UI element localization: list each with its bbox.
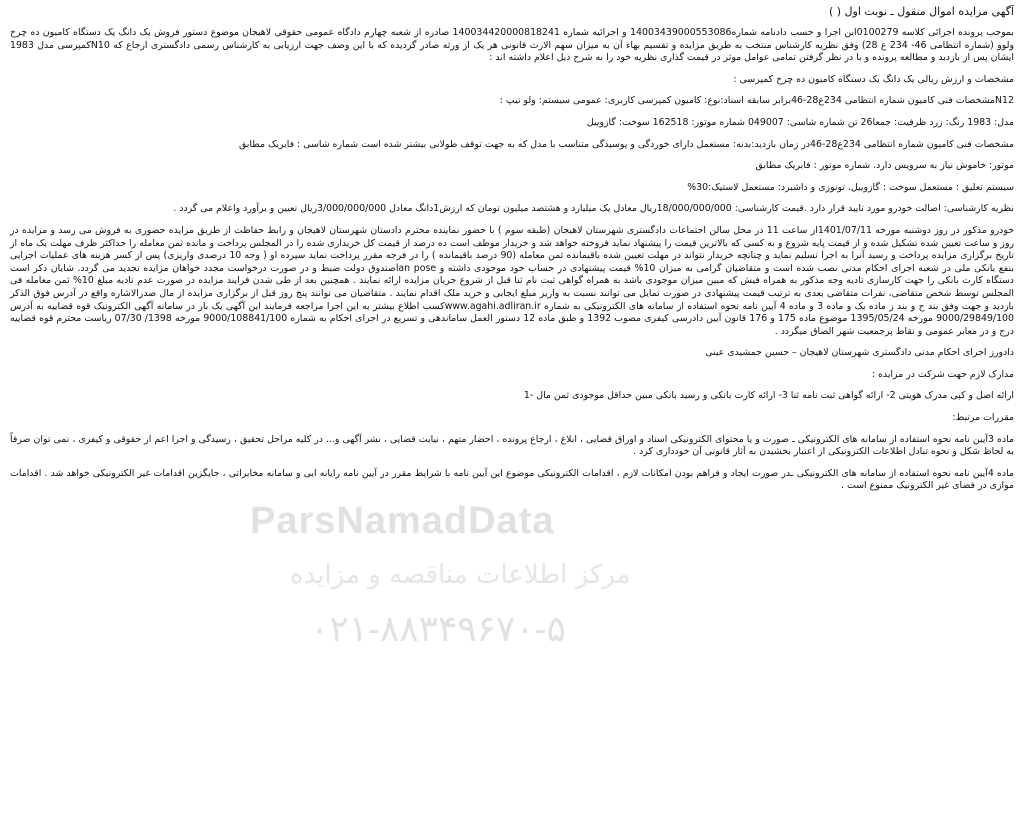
auction-terms: خودرو مذکور در روز دوشنبه مورخه 1401/07/11از ساعت 11 در محل سالن اجتماعات دادگستری شهرستان لاهیجان (طبقه سوم ) با حضور نماینده محترم دادستان شهرستان لاهیجان و رابط حفاظت از طریق مزایده حضوری به فروش می رسد و مزایده در روز و ساعت تعیین شده تشکیل شده و از قیمت پایه شروع و به کسی که بالاترین قیمت را پیشنهاد نماید فروخته خواهد شد و خریدار موظف است ده درصد از قیمت کل خریداری شده را در المجلس پرداخت و مانده ثمن معامله را حداکثر ظرف مهلت یک ماه از تاریخ برگزاری مزایده پرداخت و رسید آنرا به اجرا تسلیم نماید و چنانچه خریدار نتواند در مهلت تعیین شده باقیمانده ثمن معامله (90 درصد باقیمانده ) را در فرجه مقرر پرداخت نماید سپرده او ( وجه 10 درصدی واریزی) پس از کسر هزینه های عملیات اجرایی بنفع بانکی ملی در شعبه اجرای احکام مدنی نصب شده است و متقاضیان گرامی به میزان 10% قیمت پیشنهادی در حساب خود موجودی داشته و lan poseصندوق دولت ضبط و در صورت درخواست مجدد خواهان مزایده تجدید می گردد. شایان ذکر است دستگاه کارت بانکی را جهت کارسازی تادیه وجه مذکور به همراه فیش که مبین میزان موجودی باشد به همراه گواهی ثبت نام ثنا قبل از شروع جریان مزایده ارائه نمایند . همچنین بعد از طی شدن فرایند مزایده در صورت عدم تادیه مبلغ 10% ثمن معامله فی المجلس توسط شخص متقاضی، نفرات متقاضی بعدی به ترتیب قیمت پیشنهادی در صورت تمایل می توانند نسبت به واریز مبلغ ایجابی و خرید ملک اقدام نمایند . متقاضیان می توانند پنج روز قبل از برگزاری مزایده از مال صدرالاشاره واقع در آدرس فوق الذکر بازدید و جهت وفق بند ح و بند ز ماده یک و ماده 3 و ماده 4 آیین نامه نحوه استفاده از سامانه های الکترونیکی به شماره www.agahi.adliran.irکسب اطلاع بیشتر به این اجرا مراجعه فرمایند این آگهی یک بار در سامانه آگهی الکترونیک قوه قضاییه به آدرس 9000/29849/100 مورخه 1395/05/24 موضوع ماده 175 و 176 قانون آیین دادرسی کیفری مصوب 1392 و طبق ماده 12 دستور العمل ساماندهی و تسریع در اجرای احکام به شماره 9000/108841/100 مورخه 1398/ 07/30 ریاست محترم قوه قضاییه درج و در معابر عمومی و نقاط پرجمعیت شهر الصاق میگردد . (10, 224, 1015, 337)
suspension-status: سیستم تعلیق : مستعمل سوخت : گازوییل. تونوزی و داشبرد: مستعمل لاستیک:30% (687, 181, 1014, 193)
expert-opinion: نظریه کارشناسی: اصالت خودرو مورد تایید قرار دارد .قیمت کارشناسی: 18/000/000/000ریال معادل یک میلیارد و هشتصد میلیون تومان که ارزش1دانگ معادل 3/000/000/000ریال تعیین و برآورد واعلام می گردد . (173, 203, 1014, 215)
watermark-logo (250, 500, 670, 650)
required-documents-heading: مدارک لازم جهت شرکت در مزایده : (871, 368, 1014, 380)
watermark-phone: ۰۲۱-۸۸۳۴۹۶۷۰-۵ (310, 608, 567, 649)
specs-heading: مشخصات و ارزش ریالی یک دانگ یک دستگاه کامیون ده چرخ کمپرسی : (733, 73, 1014, 85)
document-body (10, 4, 1014, 493)
signatory: دادورز اجرای احکام مدنی دادگستری شهرستان لاهیجان – حسین جمشیدی عینی (705, 347, 1014, 359)
regulation-article-4: ماده 4آیین نامه نحوه استفاده از سامانه های الکترونیکی ـدر صورت ایجاد و فراهم بودن امکانات لازم ، اقدامات الکترونیکی موضوع این آیین نامه با شرایط مقرر در آیین نامه رایانه ایی و سامانه مخابراتی ، جایگزین اقدامات غیر الکترونیکی خواهد شد . اقدامات موازی در فضای غیر الکترونیک ممنوع است . (10, 467, 1014, 492)
engine-status: موتور: خاموش نیاز به سرویس دارد. شماره موتور : فابریک مطابق (755, 160, 1014, 172)
watermark-brand: ParsNamadData (250, 500, 555, 542)
notice-title: آگهی مزایده اموال منقول ـ نوبت اول ( ) (828, 5, 1014, 18)
model-details: مدل: 1983 رنگ: زرد ظرفیت: جمعا26 تن شماره شاسی: 049007 شماره موتور: 162518 سوخت: گازوییل (586, 116, 1014, 128)
technical-spec-registry: N12مشخصات فنی کامیون شماره انتظامی 234ع28-46برابر سابقه اسناد:نوع: کامیون کمپرسی کاربری: عمومی سیستم: ولو تیپ : (499, 95, 1014, 107)
required-documents-list: ارائه اصل و کپی مدرک هویتی 2- ارائه گواهی ثبت نامه ثنا 3- ارائه کارت بانکی و رسید بانکی مبین حداقل موجودی ثمن مال -1 (523, 390, 1014, 402)
intro-paragraph: بموجب پرونده اجرائی کلاسه 0100279این اجرا و حسب دادنامه شماره14003439000553086 و اجرائیه شماره 140034420000818241 صادره از شعبه چهارم دادگاه عمومی حقوقی لاهیجان موضوع دستور فروش یک دانگ یک دستگاه کامیون ده چرخ ولوو (شماره انتظامی 46- 234 ع 28) وفق نظریه کارشناس منتخب به طریق مزایده و تقسیم بهاء آن به میزان سهم الارث قانونی هر یک از ورثه صادر گردیده که با این وصف جهت ارزیابی به کارشناس رسمی دادگستری ارجاع که N10کمپرسی مدل 1983 ایشان پس از بازدید و مطالعه پرونده و با در نظر گرفتن تمامی عوامل موثر در قیمت گذاری نظریه خود را به شرح ذیل اعلام داشته اند : (10, 27, 1014, 64)
regulation-article-3: ماده 3آیین نامه نحوه استفاده از سامانه های الکترونیکی ـ صورت و یا محتوای الکترونیکی اسناد و اوراق قضایی ، ابلاغ ، ارجاع پرونده ، احضار متهم ، نیابت قضایی ، نشر آگهی و... در کلیه مراحل تحقیق ، رسیدگی و اجرا اعم از حقوقی و کیفری ، نمی توان صرفاً به لحاظ شکل و نحوه تبادل اطلاعات الکترونیکی از اعتبار بخشیدن به آثار قانونی آن خودداری کرد . (10, 433, 1014, 458)
regulations-heading: مقررات مرتبط: (952, 412, 1014, 424)
watermark-subtitle: مرکز اطلاعات مناقصه و مزایده (290, 560, 631, 590)
technical-spec-inspection: مشخصات فنی کامیون شماره انتظامی 234ع28-46در زمان بازدید:بدنه: مستعمل دارای خوردگی و پوسیدگی متناسب با مدل که به جهت توقف طولانی بیشتر شده است شماره شاسی : فابریک مطابق (238, 138, 1014, 150)
